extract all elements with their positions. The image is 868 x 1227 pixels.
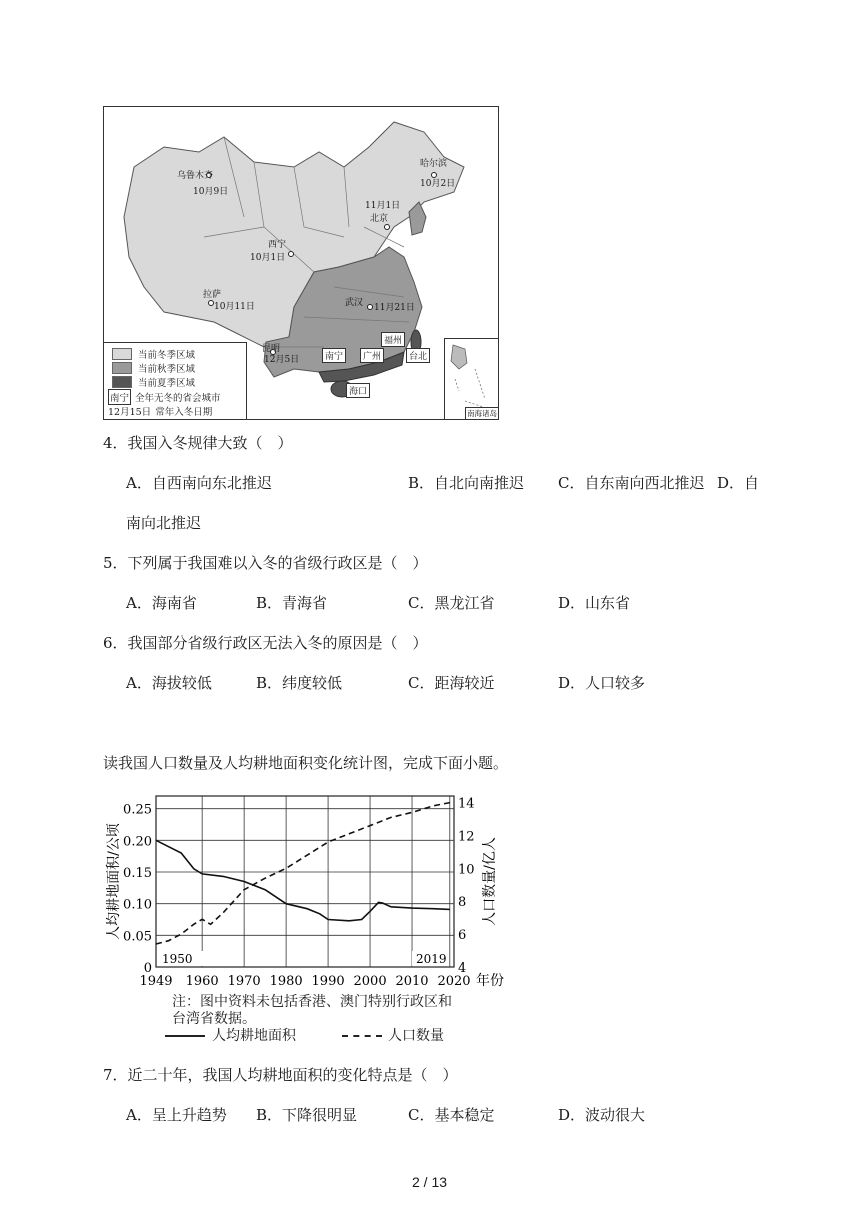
q4-option-d[interactable]: D．自 [717, 474, 760, 492]
city-date: 10月9日 [193, 187, 229, 197]
q4-option-b[interactable]: B．自北向南推迟 [408, 474, 525, 492]
q4-option-d-cont[interactable]: 南向北推迟 [126, 514, 202, 532]
q6-option-c[interactable]: C．距海较近 [408, 674, 495, 692]
city-label: 西宁 [268, 240, 287, 250]
q5-option-d[interactable]: D．山东省 [558, 594, 631, 612]
city-label: 乌鲁木齐 [177, 171, 214, 181]
legend-dashed-label: 人口数量 [388, 1028, 444, 1044]
city-date: 12月5日 [264, 355, 300, 365]
city-dot [368, 305, 373, 310]
legend-swatch [112, 376, 132, 388]
legend-label: 常年入冬日期 [155, 407, 213, 418]
legend-label: 当前冬季区域 [138, 350, 196, 361]
city-label: 武汉 [345, 298, 364, 308]
x-tick-label: 1990 [311, 974, 345, 989]
city-date: 11月1日 [365, 201, 401, 211]
inner-label-2019: 2019 [416, 952, 447, 966]
y-right-tick-label: 6 [458, 928, 467, 944]
legend-dashed-line [342, 1035, 382, 1037]
legend-key: 南宁 [108, 389, 131, 405]
south-china-sea-inset [444, 338, 498, 419]
q7-option-c[interactable]: C．基本稳定 [408, 1106, 495, 1124]
legend-boxed [108, 389, 221, 405]
question-5-stem: 5．下列属于我国难以入冬的省级行政区是（ ） [103, 554, 428, 572]
legend-swatch [112, 362, 132, 374]
legend-date [108, 404, 212, 418]
plot-frame [156, 796, 454, 967]
legend-summer [112, 375, 195, 389]
y-right-axis-title: 人口数量/亿人 [482, 837, 498, 926]
q7-option-b[interactable]: B．下降很明显 [256, 1106, 358, 1124]
q4-option-c[interactable]: C．自东南向西北推迟 [558, 474, 705, 492]
city-label: 北京 [370, 214, 389, 224]
city-dot [209, 301, 214, 306]
legend-solid-label: 人均耕地面积 [212, 1028, 296, 1044]
legend-label: 全年无冬的省会城市 [135, 393, 221, 404]
boxed-city: 福州 [381, 332, 405, 347]
chart-intro: 读我国人口数量及人均耕地面积变化统计图，完成下面小题。 [103, 754, 509, 772]
legend-solid-line [165, 1035, 205, 1037]
city-date: 10月2日 [420, 179, 456, 189]
y-right-tick-label: 10 [458, 862, 475, 878]
city-label: 哈尔滨 [420, 159, 448, 169]
inner-label-1950: 1950 [162, 952, 193, 966]
city-date: 10月11日 [214, 302, 255, 312]
q7-option-d[interactable]: D．波动很大 [558, 1106, 646, 1124]
boxed-city: 台北 [406, 348, 430, 363]
legend-winter [112, 347, 195, 361]
chart-note-line2: 台湾省数据。 [172, 1011, 256, 1027]
x-tick-label: 2000 [353, 974, 387, 989]
y-right-tick-label: 12 [458, 829, 475, 845]
city-date: 11月21日 [374, 303, 415, 313]
legend-autumn [112, 361, 195, 375]
city-label: 拉萨 [203, 290, 222, 300]
x-tick-label: 1980 [269, 974, 303, 989]
legend-key: 12月15日 [108, 407, 152, 418]
y-left-tick-label: 0.05 [123, 929, 152, 945]
population-farmland-chart [100, 790, 510, 1060]
y-left-tick-label: 0.15 [123, 866, 152, 881]
q4-option-a[interactable]: A．自西南向东北推迟 [126, 474, 272, 492]
question-4-stem: 4．我国入冬规律大致（ ） [103, 434, 293, 452]
q7-option-a[interactable]: A．呈上升趋势 [126, 1106, 227, 1124]
q6-option-d[interactable]: D．人口较多 [558, 674, 646, 692]
boxed-city: 广州 [360, 348, 384, 363]
inset-label: 南海诸岛 [467, 409, 497, 418]
boxed-city: 南宁 [322, 348, 346, 363]
boxed-city: 海口 [346, 383, 370, 398]
x-axis-title: 年份 [476, 973, 504, 989]
x-tick-label: 1949 [139, 974, 173, 989]
city-dot [385, 225, 390, 230]
legend-label: 当前夏季区域 [138, 378, 196, 389]
y-left-tick-label: 0 [143, 961, 152, 976]
q5-option-c[interactable]: C．黑龙江省 [408, 594, 495, 612]
x-tick-label: 2020 [437, 974, 471, 989]
y-left-axis-title: 人均耕地面积/公顷 [106, 823, 122, 940]
city-label: 昆明 [262, 344, 281, 354]
city-dot [289, 252, 294, 257]
question-7-stem: 7．近二十年，我国人均耕地面积的变化特点是（ ） [103, 1066, 458, 1084]
y-right-tick-label: 8 [458, 895, 467, 911]
legend-swatch [112, 348, 132, 360]
city-date: 10月1日 [250, 253, 286, 263]
q5-option-b[interactable]: B．青海省 [256, 594, 328, 612]
question-6-stem: 6．我国部分省级行政区无法入冬的原因是（ ） [103, 634, 428, 652]
x-tick-label: 1960 [185, 974, 219, 989]
y-left-tick-label: 0.25 [123, 802, 152, 818]
y-right-tick-label: 4 [458, 961, 467, 976]
page-number: 2 / 13 [412, 1174, 448, 1190]
x-tick-label: 2010 [395, 974, 429, 989]
q6-option-b[interactable]: B．纬度较低 [256, 674, 343, 692]
chart-note-line1: 注：图中资料未包括香港、澳门特别行政区和 [172, 994, 452, 1010]
q5-option-a[interactable]: A．海南省 [126, 594, 197, 612]
map-legend [104, 342, 247, 419]
y-right-tick-label: 14 [458, 796, 475, 812]
y-left-tick-label: 0.20 [123, 834, 152, 850]
y-left-tick-label: 0.10 [123, 897, 152, 913]
x-tick-label: 1970 [227, 974, 261, 989]
legend-label: 当前秋季区域 [138, 364, 196, 375]
q6-option-a[interactable]: A．海拔较低 [126, 674, 212, 692]
